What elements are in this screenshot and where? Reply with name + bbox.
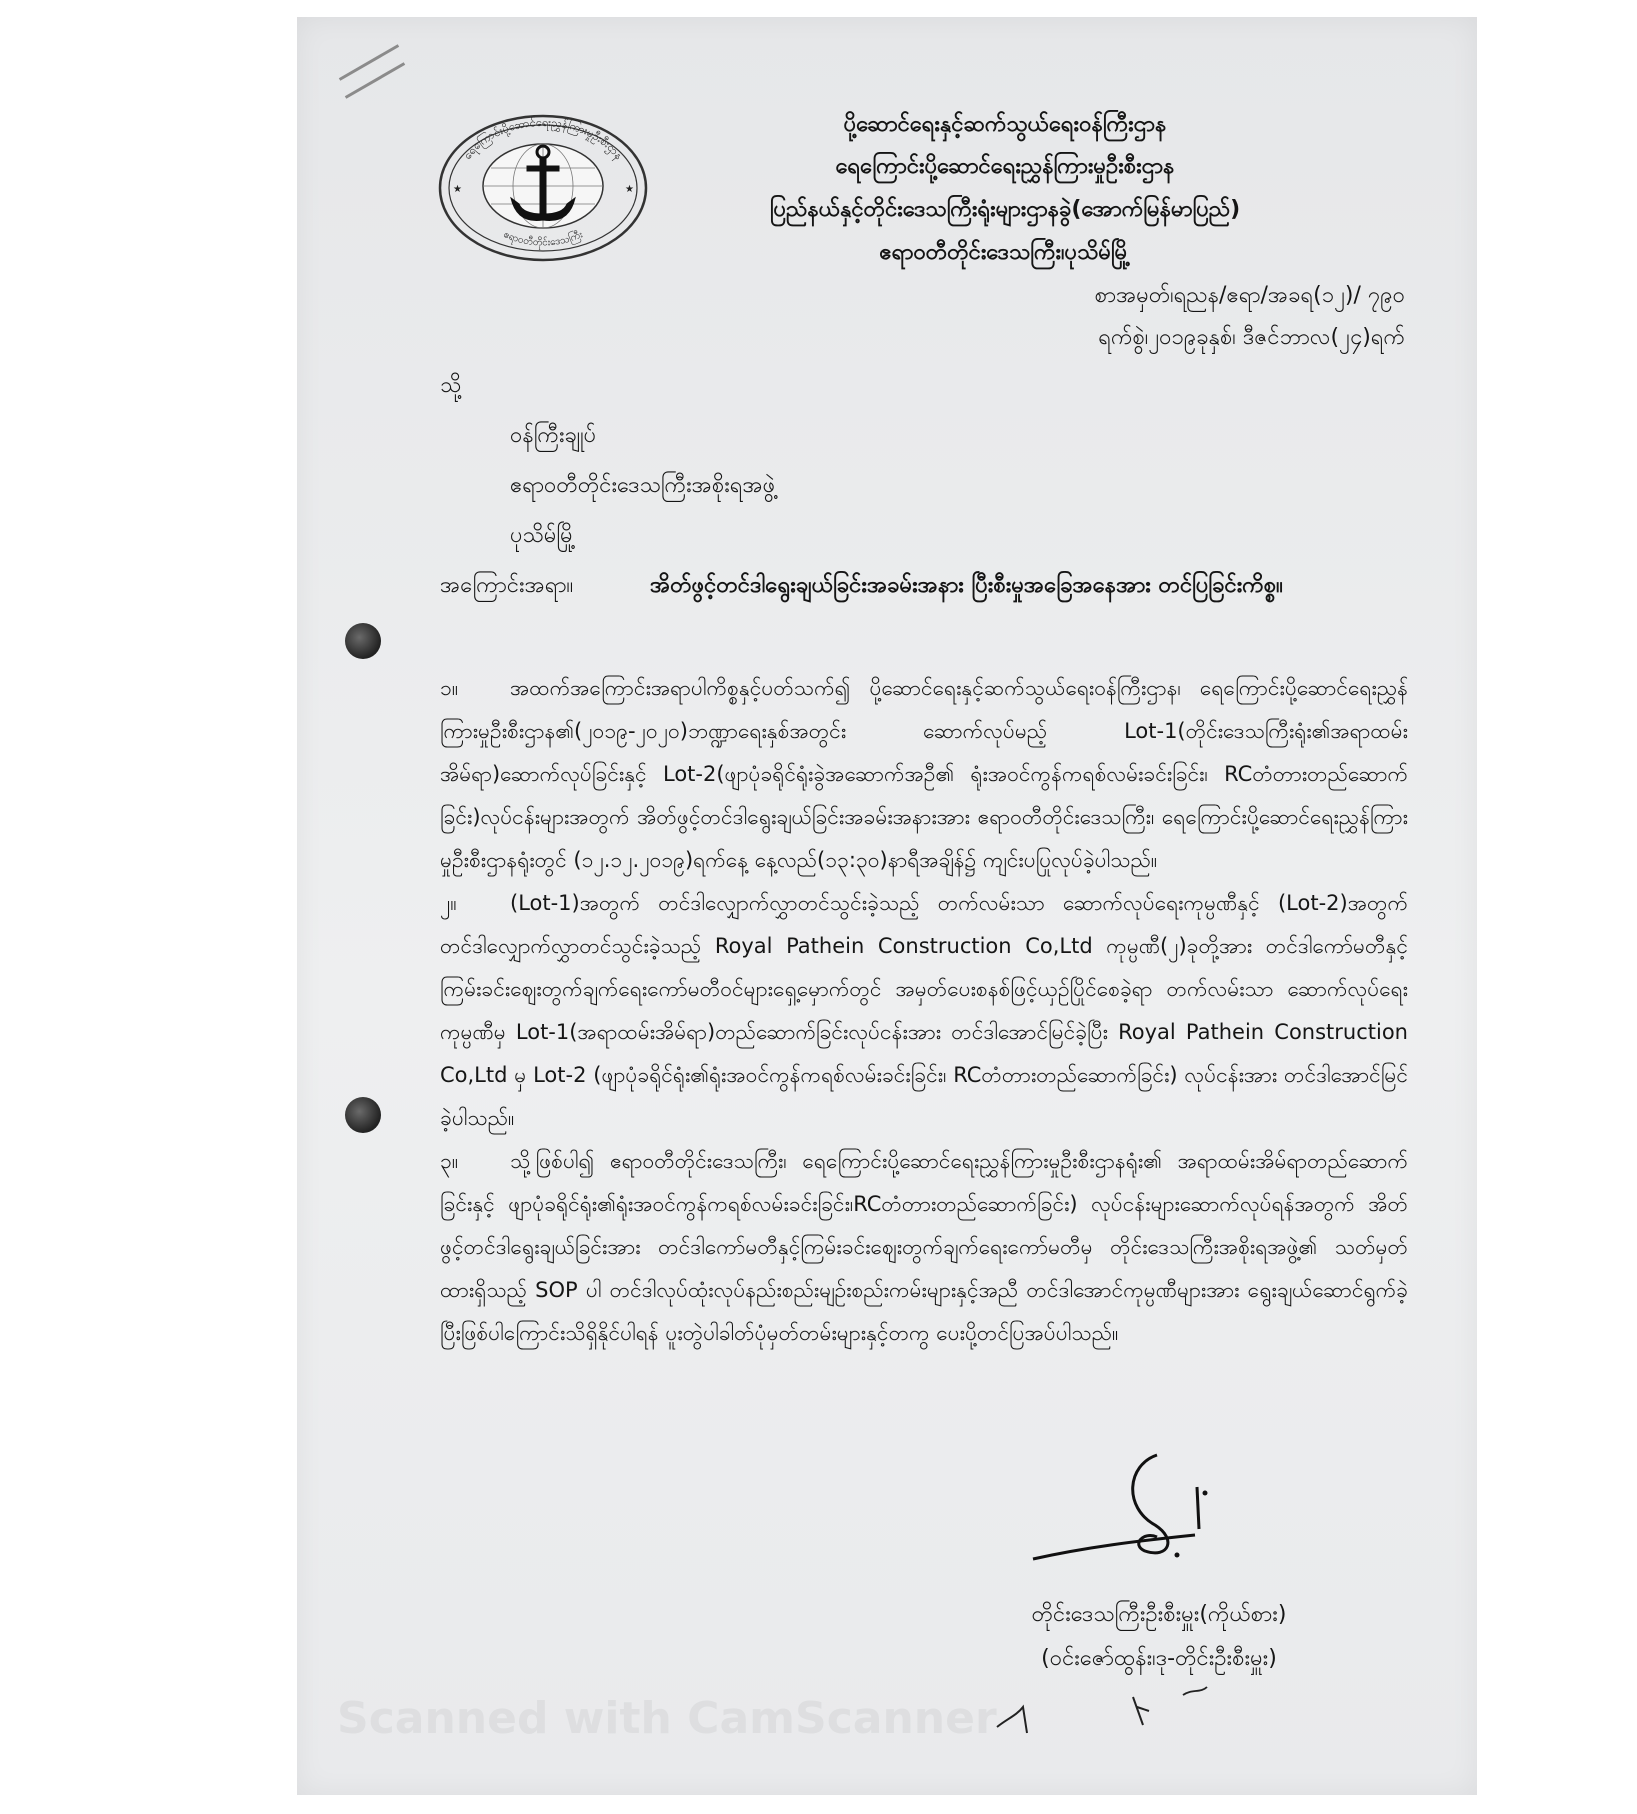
punch-hole-bottom xyxy=(345,1097,381,1133)
letter-date: ရက်စွဲ၊၂၀၁၉ခုနှစ်၊ ဒီဇင်ဘာလ(၂၄)ရက် xyxy=(1098,325,1405,350)
paragraph-text: (Lot-1)အတွက် တင်ဒါလျှောက်လွှာတင်သွင်းခဲ့သည့် တက်လမ်းသာ ဆောက်လုပ်ရေးကုမ္ပဏီနှင့် (Lot-2)အတွက် တင်ဒါလျှောက်လွှာတင်သွင်းခဲ့သည့် Royal Pathein Construction Co,Ltd ကုမ္ပဏီ(၂)ခုတို့အား တင်ဒါကော်မတီနှင့် ကြမ်းခင်းဈေးတွက်ချက်ရေးကော်မတီဝင်များရှေ့မှောက်တွင် အမှတ်ပေးစနစ်ဖြင့်ယှဉ်ပြိုင်စေခဲ့ရာ တက်လမ်းသာ ဆောက်လုပ်ရေးကုမ္ပဏီမှ Lot-1(အရာထမ်းအိမ်ရာ)တည်ဆောက်ခြင်းလုပ်ငန်းအား တင်ဒါအောင်မြင်ခဲ့ပြီး Royal Pathein Construction Co,Ltd မှ Lot-2 (ဖျာပုံခရိုင်ရုံး၏ရုံးအဝင်ကွန်ကရစ်လမ်းခင်းခြင်း၊ RCတံတားတည်ဆောက်ခြင်း) လုပ်ငန်းအား တင်ဒါအောင်မြင်ခဲ့ပါသည်။ xyxy=(440,891,1408,1130)
paragraph-number: ၃။ xyxy=(440,1149,459,1173)
header-department: ရေကြောင်းပို့ဆောင်ရေးညွှန်ကြားမှုဦးစီးဌာန xyxy=(835,154,1175,179)
staple-mark-top xyxy=(339,44,399,81)
paragraph-text: သို့ဖြစ်ပါ၍ ဧရာဝတီတိုင်းဒေသကြီး၊ ရေကြောင်းပို့ဆောင်ရေးညွှန်ကြားမှုဦးစီးဌာနရုံး၏ အရာထမ်းအိမ်ရာတည်ဆောက်ခြင်းနှင့် ဖျာပုံခရိုင်ရုံး၏ရုံးအဝင်ကွန်ကရစ်လမ်းခင်းခြင်း၊RCတံတားတည်ဆောက်ခြင်း) လုပ်ငန်းများဆောက်လုပ်ရန်အတွက် အိတ်ဖွင့်တင်ဒါရွေးချယ်ခြင်းအား တင်ဒါကော်မတီနှင့်ကြမ်းခင်းဈေးတွက်ချက်ရေးကော်မတီမှ တိုင်းဒေသကြီးအစိုးရအဖွဲ့၏ သတ်မှတ်ထားရှိသည့် SOP ပါ တင်ဒါလုပ်ထုံးလုပ်နည်းစည်းမျဉ်းစည်းကမ်းများနှင့်အညီ တင်ဒါအောင်ကုမ္ပဏီများအား ရွေးချယ်ဆောင်ရွက်ခဲ့ပြီးဖြစ်ပါကြောင်းသိရှိနိုင်ပါရန် ပူးတွဲပါခါတ်ပုံမှတ်တမ်းများနှင့်တကွ ပေးပို့တင်ပြအပ်ပါသည်။ xyxy=(440,1149,1408,1345)
paragraph-text: အထက်အကြောင်းအရာပါကိစ္စနှင့်ပတ်သက်၍ ပို့ဆောင်ရေးနှင့်ဆက်သွယ်ရေးဝန်ကြီးဌာန၊ ရေကြောင်းပို့ဆောင်ရေးညွှန်ကြားမှုဦးစီးဌာန၏(၂၀၁၉-၂၀၂၀)ဘဏ္ဍာရေးနှစ်အတွင်း ဆောက်လုပ်မည့် Lot-1(တိုင်းဒေသကြီးရုံး၏အရာထမ်းအိမ်ရာ)ဆောက်လုပ်ခြင်းနှင့် Lot-2(ဖျာပုံခရိုင်ရုံးခွဲအဆောက်အဦ၏ ရုံးအဝင်ကွန်ကရစ်လမ်းခင်းခြင်း၊ RCတံတားတည်ဆောက်ခြင်း)လုပ်ငန်းများအတွက် အိတ်ဖွင့်တင်ဒါရွေးချယ်ခြင်းအခမ်းအနားအား ဧရာဝတီတိုင်းဒေသကြီး၊ ရေကြောင်းပို့ဆောင်ရေးညွှန်ကြားမှုဦးစီးဌာနရုံးတွင် (၁၂.၁၂.၂၀၁၉)ရက်နေ့ နေ့လည်(၁၃:၃၀)နာရီအချိန်၌ ကျင်းပပြုလုပ်ခဲ့ပါသည်။ xyxy=(440,676,1408,872)
seal-graphic xyxy=(437,112,649,262)
subject-text: အိတ်ဖွင့်တင်ဒါရွေးချယ်ခြင်းအခမ်းအနား ပြီးစီးမှုအခြေအနေအား တင်ပြခြင်းကိစ္စ။ xyxy=(650,573,1283,598)
paragraph-number: ၁။ xyxy=(440,676,459,700)
recipient-office: ဧရာဝတီတိုင်းဒေသကြီးအစိုးရအဖွဲ့ xyxy=(510,473,776,498)
recipient-city: ပုသိမ်မြို့ xyxy=(510,523,577,548)
signatory-title: တိုင်းဒေသကြီးဦးစီးမှူး(ကိုယ်စား) xyxy=(1031,1602,1287,1627)
header-branch: ပြည်နယ်နှင့်တိုင်းဒေသကြီးရုံးများဌာနခွဲ(အောက်မြန်မာပြည်) xyxy=(769,197,1241,222)
punch-hole-top xyxy=(345,623,381,659)
seal-outer-text: ရေကြောင်းပို့ဆောင်ရေးညွှန်ကြားမှုဦးစီးဌာန xyxy=(460,115,626,162)
handwritten-signature xyxy=(1027,1447,1227,1577)
paragraph-1 xyxy=(440,667,1408,882)
signatory-name: (ဝင်းဇော်ထွန်း၊ဒု-တိုင်းဦးစီးမှူး) xyxy=(1041,1646,1277,1671)
scanner-watermark: Scanned with CamScanner xyxy=(337,1693,997,1744)
header-location: ဧရာဝတီတိုင်းဒေသကြီး၊ပုသိမ်မြို့ xyxy=(879,240,1131,265)
seal-star-right-icon: ★ xyxy=(625,184,634,195)
initials-scribble xyxy=(987,1685,1217,1755)
subject-label: အကြောင်းအရာ။ xyxy=(440,573,574,598)
paragraph-2 xyxy=(440,882,1408,1140)
header-ministry: ပို့ဆောင်ရေးနှင့်ဆက်သွယ်ရေးဝန်ကြီးဌာန xyxy=(843,112,1167,137)
recipient-title: ဝန်ကြီးချုပ် xyxy=(510,423,597,448)
letter-page xyxy=(297,17,1477,1795)
staple-mark-bottom xyxy=(345,62,405,99)
letter-number: စာအမှတ်၊ရညန/ဧရာ/အခရ(၁၂)/ ၇၉၀ xyxy=(1094,283,1405,308)
paragraph-3 xyxy=(440,1140,1408,1355)
department-seal xyxy=(437,112,649,262)
seal-star-left-icon: ★ xyxy=(453,184,462,195)
recipient-to: သို့ xyxy=(440,373,462,398)
paragraph-number: ၂။ xyxy=(440,891,457,915)
seal-bottom-text: ဧရာဝတီတိုင်းဒေသကြီး xyxy=(501,229,585,249)
letter-body xyxy=(440,667,1408,1355)
